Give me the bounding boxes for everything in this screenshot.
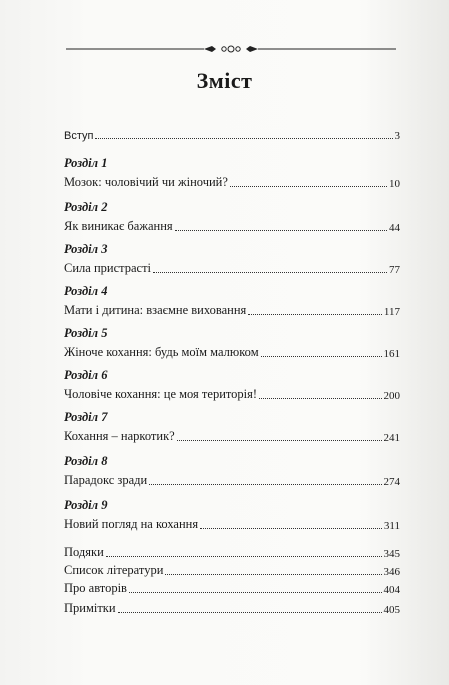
toc-entry-label: Вступ — [64, 130, 94, 142]
toc-entry — [64, 600, 400, 616]
dot-leader — [149, 484, 381, 485]
chapter-heading: Розділ 5 — [64, 326, 108, 340]
toc-entry — [64, 386, 400, 402]
toc-entry-label: Список літератури — [64, 563, 164, 577]
dot-leader — [129, 592, 382, 593]
toc-entry-page: 346 — [383, 566, 400, 578]
toc-entry-label: Чоловіче кохання: це моя територія! — [64, 387, 258, 401]
chapter-heading: Розділ 4 — [64, 284, 108, 298]
toc-entry-label: Кохання – наркотик? — [64, 429, 175, 443]
toc-entry — [64, 174, 400, 190]
toc-entry-page: 117 — [383, 306, 400, 318]
toc-entry-label: Жіноче кохання: будь моїм малюком — [64, 345, 259, 359]
toc-entry-page: 274 — [383, 476, 400, 488]
toc-entry — [64, 544, 400, 560]
toc-entry-page: 241 — [383, 432, 400, 444]
dot-leader — [165, 574, 381, 575]
toc-entry-page: 404 — [383, 584, 400, 596]
toc-entry — [64, 472, 400, 488]
toc-entry-page: 311 — [383, 520, 400, 532]
toc-entry-page: 3 — [394, 130, 400, 142]
toc-entry — [64, 428, 400, 444]
toc-entry — [64, 218, 400, 234]
divider-ornament-icon — [66, 44, 396, 54]
dot-leader — [248, 314, 382, 315]
toc-entry-label: Мати і дитина: взаємне виховання — [64, 303, 247, 317]
dot-leader — [259, 398, 381, 399]
dot-leader — [177, 440, 382, 441]
toc-entry-page: 200 — [383, 390, 400, 402]
toc-entry — [64, 562, 400, 578]
chapter-heading: Розділ 8 — [64, 454, 108, 468]
dot-leader — [230, 186, 387, 187]
chapter-heading: Розділ 9 — [64, 498, 108, 512]
toc-entry-label: Примітки — [64, 601, 116, 615]
dot-leader — [200, 528, 382, 529]
toc-entry-label: Подяки — [64, 545, 104, 559]
chapter-heading: Розділ 7 — [64, 410, 108, 424]
dot-leader — [118, 612, 382, 613]
toc-entry-label: Новий погляд на кохання — [64, 517, 199, 531]
chapter-heading: Розділ 1 — [64, 156, 108, 170]
toc-entry-label: Як виникає бажання — [64, 219, 173, 233]
dot-leader — [95, 138, 392, 139]
chapter-heading: Розділ 3 — [64, 242, 108, 256]
toc-entry — [64, 580, 400, 596]
toc-entry-label: Про авторів — [64, 581, 127, 595]
toc-entry-page: 161 — [383, 348, 400, 360]
dot-leader — [106, 556, 382, 557]
toc-entry-label: Парадокс зради — [64, 473, 148, 487]
toc-entry — [64, 516, 400, 532]
toc-entry-page: 405 — [383, 604, 400, 616]
chapter-heading: Розділ 6 — [64, 368, 108, 382]
toc-entry-label: Сила пристрасті — [64, 261, 152, 275]
toc-entry-page: 77 — [389, 264, 400, 276]
toc-entry — [64, 344, 400, 360]
dot-leader — [261, 356, 382, 357]
toc-entry-page: 345 — [383, 548, 400, 560]
toc-entry — [64, 260, 400, 276]
page-title: Зміст — [196, 68, 253, 93]
dot-leader — [153, 272, 387, 273]
chapter-heading: Розділ 2 — [64, 200, 108, 214]
toc-entry — [64, 302, 400, 318]
toc-entry-page: 10 — [389, 178, 400, 190]
toc-entry-intro — [64, 126, 400, 142]
toc-entry-label: Мозок: чоловічий чи жіночий? — [64, 175, 228, 189]
dot-leader — [175, 230, 387, 231]
toc-entry-page: 44 — [389, 222, 400, 234]
